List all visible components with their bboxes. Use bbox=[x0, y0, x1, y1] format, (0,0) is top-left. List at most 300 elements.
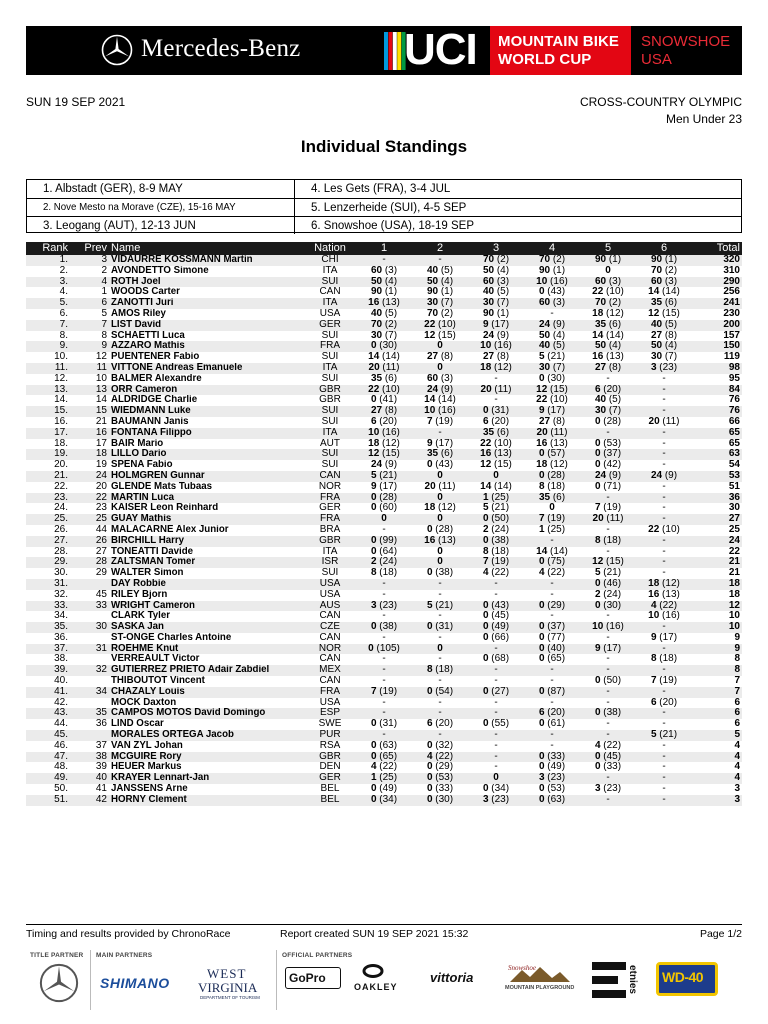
rank-cell: 19. bbox=[26, 449, 68, 460]
prev-rank-cell bbox=[68, 611, 111, 622]
round-4-cell: 0 (65) bbox=[538, 654, 566, 665]
rider-name-cell: RILEY Bjorn bbox=[111, 589, 168, 600]
rank-cell: 43. bbox=[26, 708, 68, 719]
world-cup-block bbox=[490, 26, 631, 75]
nation-cell: SUI bbox=[321, 330, 339, 341]
rider-name-cell: KAISER Leon Reinhard bbox=[111, 503, 219, 514]
nation-cell: FRA bbox=[304, 514, 356, 525]
table-row bbox=[26, 482, 742, 493]
round-4-cell: 27 (8) bbox=[538, 416, 566, 427]
rank-cell: 44. bbox=[54, 719, 68, 730]
round-5-cell: 0 (42) bbox=[594, 460, 622, 471]
official-partners-label: OFFICIAL PARTNERS bbox=[282, 952, 353, 959]
round-6-cell: - bbox=[636, 385, 692, 396]
table-row bbox=[26, 741, 742, 752]
prev-rank-cell: 2 bbox=[101, 265, 107, 276]
partner-separator bbox=[276, 950, 277, 1010]
prev-rank-cell: 32 bbox=[68, 665, 111, 676]
nation-cell: SUI bbox=[321, 373, 339, 384]
round-4-cell: 20 (11) bbox=[524, 428, 580, 439]
round-4-cell: 0 (37) bbox=[524, 622, 580, 633]
venue-line-2: USA bbox=[641, 51, 672, 68]
prev-rank-cell: 7 bbox=[68, 320, 111, 331]
round-4-cell: 0 (75) bbox=[524, 557, 580, 568]
rider-name-cell: BIRCHILL Harry bbox=[111, 536, 304, 547]
round-3-cell: - bbox=[494, 762, 498, 773]
nation-cell: DEN bbox=[319, 762, 341, 773]
round-1-cell: 22 (10) bbox=[356, 385, 412, 396]
round-5-cell: - bbox=[606, 654, 610, 665]
nation-cell: CZE bbox=[304, 622, 356, 633]
rank-cell: 37. bbox=[26, 644, 68, 655]
table-row bbox=[26, 762, 742, 773]
rank-cell: 39. bbox=[26, 665, 68, 676]
table-row bbox=[26, 385, 742, 396]
round-1-cell: 27 (8) bbox=[356, 406, 412, 417]
round-1-cell: - bbox=[356, 255, 412, 266]
table-row bbox=[26, 536, 742, 547]
round-1-cell: 0 (60) bbox=[370, 503, 398, 514]
round-1-cell: - bbox=[356, 730, 412, 741]
round-3-cell: 7 (19) bbox=[468, 557, 524, 568]
nation-cell: GBR bbox=[304, 385, 356, 396]
round-1-cell: 5 (21) bbox=[356, 471, 412, 482]
rider-name-cell: AVONDETTO Simone bbox=[111, 265, 209, 276]
rider-name-cell: FONTANA Filippo bbox=[111, 428, 304, 439]
round-6-cell: 90 (1) bbox=[636, 255, 692, 266]
round-3-cell: 35 (6) bbox=[468, 428, 524, 439]
table-row bbox=[26, 417, 742, 428]
round-3-cell: 18 (12) bbox=[468, 363, 524, 374]
prev-rank-cell: 33 bbox=[68, 601, 111, 612]
round-6-cell: - bbox=[662, 373, 666, 384]
round-4-cell: 0 (40) bbox=[524, 644, 580, 655]
rider-name-cell: MCGUIRE Rory bbox=[111, 752, 304, 763]
rider-name-cell: SCHAETTI Luca bbox=[111, 330, 185, 341]
rank-cell: 18. bbox=[54, 438, 68, 449]
round-1-cell: 50 (4) bbox=[356, 277, 412, 288]
rider-name-cell: DAY Robbie bbox=[111, 579, 304, 590]
table-row bbox=[26, 676, 742, 687]
round-4-cell: 4 (22) bbox=[538, 568, 566, 579]
table-row bbox=[26, 320, 742, 331]
round-2-cell: - bbox=[438, 697, 442, 708]
round-3-cell: 0 (45) bbox=[482, 611, 510, 622]
oakley-ellipse-icon bbox=[362, 964, 384, 978]
table-row bbox=[26, 611, 742, 622]
round-4-cell: 0 bbox=[549, 503, 555, 514]
round-5-cell: - bbox=[580, 665, 636, 676]
round-4-cell: 0 (28) bbox=[524, 471, 580, 482]
rank-cell: 16. bbox=[54, 416, 68, 427]
round-1-cell: 0 (64) bbox=[370, 546, 398, 557]
prev-rank-cell: 28 bbox=[68, 557, 111, 568]
round-2-cell: 0 bbox=[412, 341, 468, 352]
round-3-cell: - bbox=[494, 395, 498, 406]
table-row bbox=[26, 449, 742, 460]
table-row bbox=[26, 665, 742, 676]
round-1-cell: - bbox=[356, 708, 412, 719]
prev-rank-cell: 22 bbox=[68, 493, 111, 504]
total-cell: 21 bbox=[728, 568, 740, 579]
total-cell: 5 bbox=[692, 730, 742, 741]
round-1-cell: 18 (12) bbox=[368, 438, 400, 449]
round-1-cell: 20 (11) bbox=[356, 363, 412, 374]
total-cell: 9 bbox=[692, 644, 742, 655]
rider-name-cell: WIEDMANN Luke bbox=[111, 406, 304, 417]
rank-cell: 9. bbox=[26, 341, 68, 352]
round-6-cell: - bbox=[636, 773, 692, 784]
round-1-cell: 0 (34) bbox=[356, 795, 412, 806]
round-1-cell: 60 (3) bbox=[370, 265, 398, 276]
round-6-cell: - bbox=[636, 644, 692, 655]
round-6-cell: - bbox=[636, 514, 692, 525]
table-row bbox=[26, 795, 742, 806]
round-5-cell: 8 (18) bbox=[580, 536, 636, 547]
rider-name-cell: CLARK Tyler bbox=[111, 611, 171, 622]
prev-rank-cell bbox=[68, 633, 111, 644]
round-2-cell: 10 (16) bbox=[412, 406, 468, 417]
round-1-cell: 12 (15) bbox=[356, 449, 412, 460]
round-6-cell: - bbox=[662, 546, 666, 557]
round-2-cell: 0 (33) bbox=[426, 784, 454, 795]
round-5-cell: - bbox=[606, 611, 610, 622]
round-2-cell: 0 (43) bbox=[426, 460, 454, 471]
rider-name-cell: CHAZALY Louis bbox=[111, 687, 304, 698]
nation-cell: ITA bbox=[322, 546, 338, 557]
nation-cell: USA bbox=[319, 589, 341, 600]
main-partners-label: MAIN PARTNERS bbox=[96, 952, 153, 959]
total-cell: 18 bbox=[692, 579, 742, 590]
wv-logo-line-3: DEPARTMENT OF TOURISM bbox=[200, 995, 260, 1000]
round-2-cell: - bbox=[412, 579, 468, 590]
round-3-cell: 14 (14) bbox=[480, 481, 512, 492]
total-cell: 241 bbox=[692, 298, 742, 309]
rider-name-cell: MOCK Daxton bbox=[111, 697, 177, 708]
rank-cell: 21. bbox=[26, 471, 68, 482]
gopro-logo-text: GoPro bbox=[289, 971, 326, 985]
round-6-cell: 27 (8) bbox=[650, 330, 678, 341]
round-3-cell: 0 (27) bbox=[468, 687, 524, 698]
round-4-cell: 24 (9) bbox=[524, 320, 580, 331]
nation-cell: FRA bbox=[304, 687, 356, 698]
round-5: 5. Lenzerheide (SUI), 4-5 SEP bbox=[295, 198, 741, 216]
rider-name-cell: ST-ONGE Charles Antoine bbox=[111, 632, 232, 643]
rank-cell: 5. bbox=[26, 298, 68, 309]
standings-body bbox=[26, 255, 742, 806]
round-3-cell: - bbox=[468, 579, 524, 590]
nation-cell: SUI bbox=[321, 416, 339, 427]
total-cell: 150 bbox=[692, 341, 742, 352]
total-cell: 25 bbox=[728, 524, 740, 535]
total-cell: 4 bbox=[692, 752, 742, 763]
round-4-cell: 6 (20) bbox=[524, 708, 580, 719]
table-row bbox=[26, 514, 742, 525]
round-2-cell: 35 (6) bbox=[412, 449, 468, 460]
prev-rank-cell: 18 bbox=[68, 449, 111, 460]
total-cell: 3 bbox=[734, 784, 740, 795]
rank-cell: 40. bbox=[54, 676, 68, 687]
round-1-cell: 0 (99) bbox=[356, 536, 412, 547]
round-1-cell: - bbox=[382, 611, 386, 622]
rider-name-cell: ZALTSMAN Tomer bbox=[111, 557, 304, 568]
snowshoe-logo-line-1: Snowshoe bbox=[508, 964, 536, 972]
round-4-cell: 0 (53) bbox=[538, 784, 566, 795]
table-row bbox=[26, 460, 742, 471]
nation-cell: GER bbox=[319, 503, 341, 514]
nation-cell: CAN bbox=[304, 471, 356, 482]
total-cell: 6 bbox=[734, 697, 740, 708]
round-6-cell: - bbox=[662, 438, 666, 449]
round-6-cell: - bbox=[662, 460, 666, 471]
prev-rank-cell: 31 bbox=[68, 644, 111, 655]
total-cell: 76 bbox=[728, 395, 740, 406]
series-line-1: MOUNTAIN BIKE bbox=[498, 33, 620, 50]
round-6-cell: 60 (3) bbox=[636, 277, 692, 288]
round-4-cell: 0 (61) bbox=[538, 719, 566, 730]
round-3-cell: 0 (50) bbox=[468, 514, 524, 525]
prev-rank-cell: 37 bbox=[95, 740, 107, 751]
rider-name-cell: HORNY Clement bbox=[111, 795, 304, 806]
round-3-cell: - bbox=[468, 665, 524, 676]
round-4-cell: 30 (7) bbox=[524, 363, 580, 374]
round-5-cell: - bbox=[580, 795, 636, 806]
prev-rank-cell: 29 bbox=[95, 568, 107, 579]
round-2-cell: 0 (54) bbox=[412, 687, 468, 698]
round-4-cell: 50 (4) bbox=[538, 330, 566, 341]
rank-cell: 10. bbox=[54, 352, 68, 363]
table-row bbox=[26, 493, 742, 504]
round-5-cell: 12 (15) bbox=[580, 557, 636, 568]
total-cell: 12 bbox=[692, 601, 742, 612]
col-header-round-3: 3 bbox=[468, 242, 524, 255]
round-4-cell: 14 (14) bbox=[536, 546, 568, 557]
round-3-cell: 5 (21) bbox=[482, 503, 510, 514]
round-3-cell: 0 bbox=[468, 471, 524, 482]
round-3-cell: 20 (11) bbox=[468, 385, 524, 396]
rider-name-cell: VITTONE Andreas Emanuele bbox=[111, 363, 304, 374]
round-4-cell: 7 (19) bbox=[524, 514, 580, 525]
table-row bbox=[26, 277, 742, 288]
total-cell: 4 bbox=[734, 740, 740, 751]
round-1-cell: - bbox=[382, 654, 386, 665]
prev-rank-cell: 34 bbox=[68, 687, 111, 698]
nation-cell: CAN bbox=[319, 632, 341, 643]
total-cell: 53 bbox=[692, 471, 742, 482]
round-2-cell: 5 (21) bbox=[412, 601, 468, 612]
rounds-table bbox=[26, 179, 742, 233]
nation-cell: NOR bbox=[304, 644, 356, 655]
nation-cell: CAN bbox=[319, 611, 341, 622]
nation-cell: ITA bbox=[304, 298, 356, 309]
shimano-logo: SHIMANO bbox=[100, 975, 170, 991]
round-2-cell: 0 bbox=[412, 363, 468, 374]
total-cell: 51 bbox=[728, 481, 740, 492]
round-1-cell: 24 (9) bbox=[370, 460, 398, 471]
round-2-cell: - bbox=[438, 611, 442, 622]
round-4: 4. Les Gets (FRA), 3-4 JUL bbox=[311, 183, 451, 195]
nation-cell: ITA bbox=[322, 265, 338, 276]
round-6-cell: 30 (7) bbox=[650, 352, 678, 363]
round-2-cell: 0 (28) bbox=[426, 524, 454, 535]
round-2-cell: - bbox=[412, 730, 468, 741]
rider-name-cell: ALDRIDGE Charlie bbox=[111, 395, 198, 406]
rider-name-cell: LIST David bbox=[111, 320, 304, 331]
nation-cell: SUI bbox=[321, 460, 339, 471]
rank-cell: 34. bbox=[54, 611, 68, 622]
round-3-cell: 3 (23) bbox=[468, 795, 524, 806]
round-2-cell: 50 (4) bbox=[412, 277, 468, 288]
round-5-cell: - bbox=[606, 632, 610, 643]
round-1-cell: 8 (18) bbox=[370, 568, 398, 579]
nation-cell: SWE bbox=[318, 719, 342, 730]
nation-cell: CHI bbox=[304, 255, 356, 266]
round-1-cell: 7 (19) bbox=[356, 687, 412, 698]
round-6-cell: 70 (2) bbox=[650, 265, 678, 276]
rank-cell: 3. bbox=[26, 277, 68, 288]
round-3-cell: 4 (22) bbox=[482, 568, 510, 579]
rider-name-cell: KRAYER Lennart-Jan bbox=[111, 773, 304, 784]
prev-rank-cell: 24 bbox=[68, 471, 111, 482]
round-3-cell: 0 (68) bbox=[482, 654, 510, 665]
round-2-cell: 20 (11) bbox=[424, 481, 456, 492]
round-5-cell: 16 (13) bbox=[592, 352, 624, 363]
rider-name-cell: WALTER Simon bbox=[111, 568, 184, 579]
rank-cell: 47. bbox=[26, 752, 68, 763]
round-2-cell: 9 (17) bbox=[426, 438, 454, 449]
standings-header-row bbox=[26, 242, 742, 255]
round-6-cell: - bbox=[662, 481, 666, 492]
total-cell: 310 bbox=[723, 265, 740, 276]
rider-name-cell: WOODS Carter bbox=[111, 287, 180, 298]
round-2-cell: - bbox=[412, 255, 468, 266]
round-2-cell: 0 (29) bbox=[426, 762, 454, 773]
round-4-cell: 0 (29) bbox=[524, 601, 580, 612]
total-cell: 4 bbox=[734, 762, 740, 773]
round-2-cell: 24 (9) bbox=[412, 385, 468, 396]
nation-cell: FRA bbox=[304, 341, 356, 352]
snowshoe-logo-line-2: MOUNTAIN PLAYGROUND bbox=[505, 985, 575, 991]
round-1-cell: 0 (30) bbox=[356, 341, 412, 352]
rank-cell: 33. bbox=[26, 601, 68, 612]
round-4-cell: - bbox=[550, 589, 554, 600]
rider-name-cell: MALACARNE Alex Junior bbox=[111, 524, 229, 535]
round-5-cell: 22 (10) bbox=[592, 287, 624, 298]
round-5-cell: - bbox=[580, 687, 636, 698]
rider-name-cell: VAN ZYL Johan bbox=[111, 740, 183, 751]
prev-rank-cell: 19 bbox=[95, 460, 107, 471]
prev-rank-cell: 39 bbox=[95, 762, 107, 773]
rank-cell: 35. bbox=[26, 622, 68, 633]
round-6-cell: - bbox=[636, 406, 692, 417]
round-2-cell: 0 bbox=[412, 644, 468, 655]
nation-cell: SUI bbox=[304, 449, 356, 460]
round-6-cell: - bbox=[662, 503, 666, 514]
table-row bbox=[26, 525, 742, 536]
round-5-cell: 27 (8) bbox=[580, 363, 636, 374]
round-5-cell: 3 (23) bbox=[594, 784, 622, 795]
rider-name-cell: VIDAURRE KOSSMANN Martin bbox=[111, 255, 304, 266]
round-3-cell: 1 (25) bbox=[468, 493, 524, 504]
round-3-cell: 0 bbox=[468, 773, 524, 784]
round-5-cell: - bbox=[580, 493, 636, 504]
round-3-cell: - bbox=[494, 373, 498, 384]
total-cell: 320 bbox=[692, 255, 742, 266]
rank-cell: 38. bbox=[54, 654, 68, 665]
total-cell: 4 bbox=[692, 773, 742, 784]
rider-name-cell: ROEHME Knut bbox=[111, 644, 304, 655]
nation-cell: GBR bbox=[304, 536, 356, 547]
rank-cell: 7. bbox=[26, 320, 68, 331]
round-1-cell: - bbox=[356, 579, 412, 590]
prev-rank-cell: 21 bbox=[95, 416, 107, 427]
prev-rank-cell bbox=[68, 730, 111, 741]
total-cell: 3 bbox=[692, 795, 742, 806]
total-cell: 30 bbox=[728, 503, 740, 514]
rank-cell: 4. bbox=[59, 287, 68, 298]
rider-name-cell: GUTIERREZ PRIETO Adair Zabdiel bbox=[111, 665, 304, 676]
round-2-cell: - bbox=[438, 632, 442, 643]
round-2-cell: 14 (14) bbox=[424, 395, 456, 406]
table-row bbox=[26, 719, 742, 730]
round-5-cell: 0 bbox=[605, 265, 611, 276]
round-5-cell: 90 (1) bbox=[580, 255, 636, 266]
round-5-cell: 5 (21) bbox=[594, 568, 622, 579]
rider-name-cell: AMOS Riley bbox=[111, 308, 166, 319]
round-3-cell: 50 (4) bbox=[482, 265, 510, 276]
round-1-cell: 90 (1) bbox=[370, 287, 398, 298]
table-row bbox=[26, 395, 742, 406]
prev-rank-cell: 17 bbox=[95, 438, 107, 449]
round-4-cell: 3 (23) bbox=[524, 773, 580, 784]
table-row bbox=[26, 752, 742, 763]
round-3-cell: 0 (66) bbox=[482, 632, 510, 643]
round-6-cell: 14 (14) bbox=[648, 287, 680, 298]
rider-name-cell: GUAY Mathis bbox=[111, 514, 304, 525]
round-4-cell: 5 (21) bbox=[538, 352, 566, 363]
round-2-cell: 0 (32) bbox=[426, 740, 454, 751]
nation-cell: NOR bbox=[318, 481, 342, 492]
round-1-cell: - bbox=[382, 676, 386, 687]
round-5-cell: 50 (4) bbox=[580, 341, 636, 352]
table-row bbox=[26, 687, 742, 698]
rank-cell: 14. bbox=[54, 395, 68, 406]
total-cell: 119 bbox=[723, 352, 740, 363]
table-row bbox=[26, 266, 742, 277]
uci-rainbow-stripes-icon bbox=[384, 32, 406, 70]
wd40-logo-text: WD-40 bbox=[662, 969, 704, 985]
timing-credit: Timing and results provided by ChronoRace bbox=[26, 928, 231, 940]
rank-cell: 49. bbox=[26, 773, 68, 784]
total-cell: 10 bbox=[728, 611, 740, 622]
partner-separator bbox=[90, 950, 91, 1010]
rider-name-cell: BALMER Alexandre bbox=[111, 373, 202, 384]
prev-rank-cell: 42 bbox=[68, 795, 111, 806]
round-6-cell: 6 (20) bbox=[650, 697, 678, 708]
prev-rank-cell: 38 bbox=[68, 752, 111, 763]
round-6-cell: - bbox=[636, 665, 692, 676]
round-6-cell: 12 (15) bbox=[648, 308, 680, 319]
round-1-cell: 16 (13) bbox=[356, 298, 412, 309]
footer-divider bbox=[26, 924, 742, 925]
rank-cell: 29. bbox=[26, 557, 68, 568]
rank-cell: 28. bbox=[54, 546, 68, 557]
round-6-cell: - bbox=[636, 752, 692, 763]
rider-name-cell: TONEATTI Davide bbox=[111, 546, 193, 557]
rank-cell: 13. bbox=[26, 385, 68, 396]
round-3-cell: - bbox=[494, 589, 498, 600]
round-4-cell: 18 (12) bbox=[536, 460, 568, 471]
